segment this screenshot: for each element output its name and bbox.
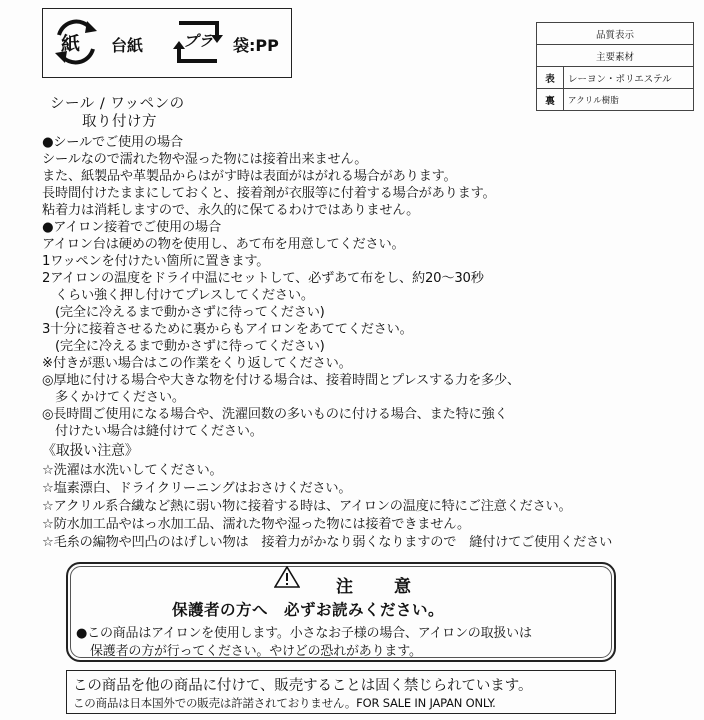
seal-line: 長時間付けたままにしておくと、接着剤が衣服等に付着する場合があります。 — [42, 186, 496, 201]
care-line: ☆毛糸の編物や凹凸のはげしい物は 接着力がかなり弱くなりますので 縫付けてご使用ください — [42, 535, 613, 550]
paper-mark-text: 紙 — [61, 33, 81, 55]
quality-title: 品質表示 — [537, 23, 694, 45]
recycle-marks-box — [42, 8, 292, 78]
care-line: ☆塩素漂白、ドライクリーニングはおさけください。 — [42, 481, 352, 496]
iron-line: (完全に冷えるまで動かさずに待ってください) — [42, 339, 325, 354]
iron-line: ◎厚地に付ける場合や大きな物を付ける場合は、接着時間とプレスする力を多少、 — [42, 373, 520, 388]
page-title-line1: シール / ワッペンの — [50, 96, 185, 112]
seal-line: また、紙製品や革製品からはがす時は表面がはがれる場合があります。 — [42, 169, 457, 184]
caution-line1: ●この商品はアイロンを使用します。小さなお子様の場合、アイロンの取扱いは — [76, 626, 532, 641]
caution-title: 注 意 — [336, 577, 423, 597]
iron-line: 多くかけてください。 — [42, 390, 185, 405]
page-title-line2: 取り付け方 — [82, 114, 157, 130]
iron-line: 2アイロンの温度をドライ中温にセットして、必ずあて布をし、約20〜30秒 — [42, 271, 484, 286]
material-value-front: レーヨン・ポリエステル — [564, 67, 694, 89]
caution-box — [66, 562, 616, 662]
quality-label-table — [536, 22, 694, 111]
iron-line: 付けたい場合は縫付けてください。 — [42, 424, 263, 439]
guardian-notice: 保護者の方へ 必ずお読みください。 — [172, 601, 445, 619]
plastic-label: 袋:PP — [233, 36, 279, 55]
sales-notice-box — [66, 670, 616, 714]
iron-line: 3十分に接着させるために裏からもアイロンをあててください。 — [42, 322, 413, 337]
iron-line: アイロン台は硬めの物を使用し、あて布を用意してください。 — [42, 237, 405, 252]
material-key-front: 表 — [537, 67, 564, 89]
care-line: ☆防水加工品やはっ水加工品、濡れた物や湿った物には接着できません。 — [42, 517, 471, 532]
iron-line: ※付きが悪い場合はこの作業をくり返してください。 — [42, 356, 352, 371]
iron-section-title: ●アイロン接着でご使用の場合 — [42, 220, 221, 235]
care-line: ☆アクリル系合繊など熱に弱い物に接着する時は、アイロンの温度に特にご注意ください。 — [42, 499, 572, 514]
plastic-mark-text: プラ — [183, 32, 214, 50]
caution-line2: 保護者の方が行ってください。やけどの恐れがあります。 — [90, 644, 422, 659]
japan-only-notice: この商品は日本国外での販売は許諾されておりません。FOR SALE IN JAPAN ONLY. — [73, 696, 496, 710]
care-section-title: 《取扱い注意》 — [42, 443, 139, 459]
iron-line: (完全に冷えるまで動かさずに待ってください) — [42, 305, 325, 320]
seal-line: シールなので濡れた物や湿った物には接着出来ません。 — [42, 152, 368, 167]
iron-line: くらい強く押し付けてプレスしてください。 — [42, 288, 314, 303]
seal-section-title: ●シールでご使用の場合 — [42, 135, 183, 150]
resale-prohibition: この商品を他の商品に付けて、販売することは固く禁じられています。 — [73, 678, 533, 694]
iron-line: ◎長時間ご使用になる場合や、洗濯回数の多いものに付ける場合、また特に強く — [42, 407, 508, 422]
warning-icon — [274, 566, 300, 588]
care-line: ☆洗濯は水洗いしてください。 — [42, 463, 223, 478]
seal-line: 粘着力は消耗しますので、永久的に保てるわけではありません。 — [42, 203, 420, 218]
material-key-back: 裏 — [537, 89, 564, 111]
quality-subtitle: 主要素材 — [537, 45, 694, 67]
material-value-back: アクリル樹脂 — [564, 89, 694, 111]
paper-label: 台紙 — [111, 36, 144, 55]
iron-line: 1ワッペンを付けたい箇所に置きます。 — [42, 254, 270, 269]
